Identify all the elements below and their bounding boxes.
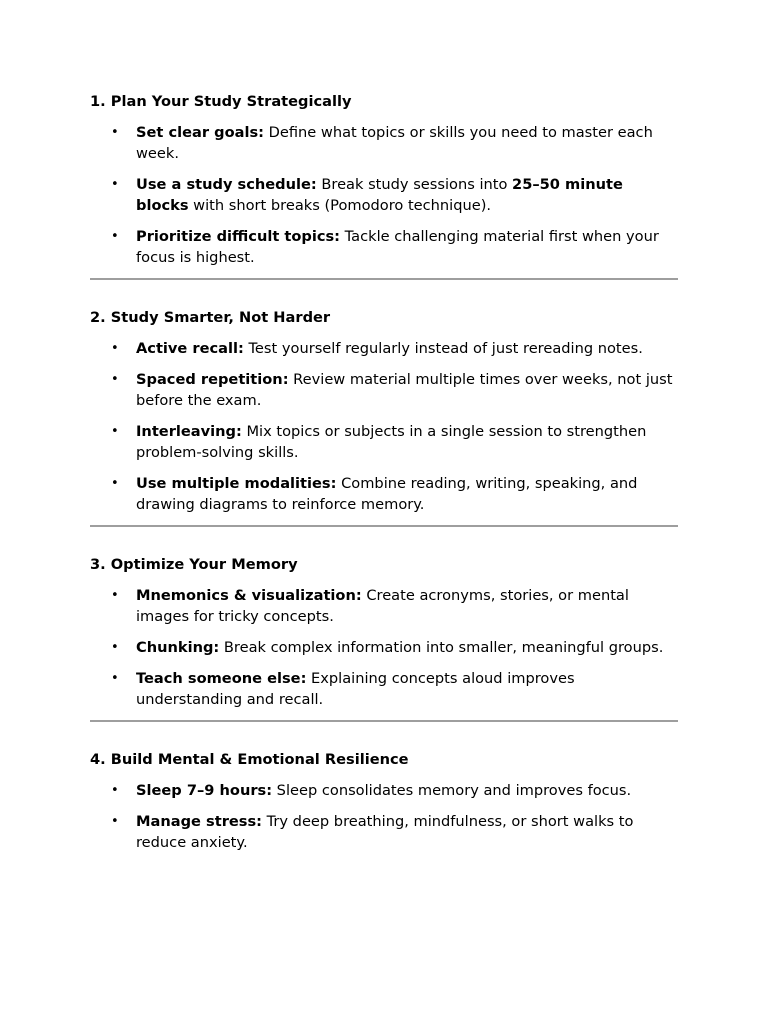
- item-text: Test yourself regularly instead of just rereading notes.: [243, 340, 643, 357]
- item-text: Define what topics or skills you need to master each week.: [136, 124, 653, 162]
- bullet-icon: •: [111, 783, 119, 798]
- section-2: [90, 308, 678, 527]
- section-heading: 4. Build Mental & Emotional Resilience: [90, 751, 409, 768]
- item-bold-text: Mnemonics & visualization:: [136, 587, 362, 604]
- item-bold-text: Teach someone else:: [136, 670, 307, 687]
- bullet-icon: •: [111, 372, 119, 387]
- bullet-icon: •: [111, 177, 119, 192]
- list-item: [90, 122, 678, 164]
- section-3: [90, 555, 678, 722]
- list-item: [90, 811, 678, 853]
- section-divider: [90, 278, 678, 280]
- item-bold-text: 25–50 minute blocks: [136, 176, 623, 214]
- item-bold-text: Chunking:: [136, 639, 220, 656]
- bullet-icon: •: [111, 588, 119, 603]
- item-bold-text: Sleep 7–9 hours:: [136, 782, 273, 799]
- section-divider: [90, 720, 678, 722]
- bullet-icon: •: [111, 341, 119, 356]
- item-text: with short breaks (Pomodoro technique).: [188, 197, 492, 214]
- item-text: Explaining concepts aloud improves understanding and recall.: [136, 670, 575, 708]
- item-text: Try deep breathing, mindfulness, or short walks to reduce anxiety.: [136, 813, 634, 851]
- bullet-list: [90, 780, 678, 853]
- item-text: Create acronyms, stories, or mental images for tricky concepts.: [136, 587, 629, 625]
- list-item: [90, 473, 678, 515]
- item-text: Review material multiple times over weeks, not just before the exam.: [136, 371, 673, 409]
- bullet-list: [90, 585, 678, 710]
- item-bold-text: Set clear goals:: [136, 124, 264, 141]
- item-text: Mix topics or subjects in a single session to strengthen problem-solving skills.: [136, 423, 647, 461]
- bullet-icon: •: [111, 125, 119, 140]
- item-bold-text: Active recall:: [136, 340, 244, 357]
- bullet-icon: •: [111, 476, 119, 491]
- item-text: Sleep consolidates memory and improves focus.: [272, 782, 632, 799]
- item-bold-text: Prioritize difficult topics:: [136, 228, 341, 245]
- list-item: [90, 174, 678, 216]
- list-item: [90, 226, 678, 268]
- item-bold-text: Manage stress:: [136, 813, 262, 830]
- list-item: [90, 780, 678, 801]
- item-text: Combine reading, writing, speaking, and drawing diagrams to reinforce memory.: [136, 475, 638, 513]
- section-4: [90, 750, 678, 853]
- item-text: Tackle challenging material first when your focus is highest.: [136, 228, 659, 266]
- bullet-list: [90, 122, 678, 268]
- list-item: [90, 668, 678, 710]
- bullet-icon: •: [111, 640, 119, 655]
- section-heading: 1. Plan Your Study Strategically: [90, 93, 352, 110]
- document-content: [90, 92, 678, 853]
- item-text: Break complex information into smaller, meaningful groups.: [219, 639, 664, 656]
- list-item: [90, 369, 678, 411]
- list-item: [90, 421, 678, 463]
- item-bold-text: Use a study schedule:: [136, 176, 317, 193]
- list-item: [90, 637, 678, 658]
- item-bold-text: Use multiple modalities:: [136, 475, 337, 492]
- section-divider: [90, 525, 678, 527]
- bullet-icon: •: [111, 671, 119, 686]
- item-text: Break study sessions into: [316, 176, 513, 193]
- section-heading: 2. Study Smarter, Not Harder: [90, 309, 331, 326]
- list-item: [90, 338, 678, 359]
- section-1: [90, 92, 678, 280]
- section-heading: 3. Optimize Your Memory: [90, 556, 298, 573]
- item-bold-text: Spaced repetition:: [136, 371, 289, 388]
- item-bold-text: Interleaving:: [136, 423, 242, 440]
- bullet-list: [90, 338, 678, 515]
- bullet-icon: •: [111, 814, 119, 829]
- bullet-icon: •: [111, 424, 119, 439]
- bullet-icon: •: [111, 229, 119, 244]
- list-item: [90, 585, 678, 627]
